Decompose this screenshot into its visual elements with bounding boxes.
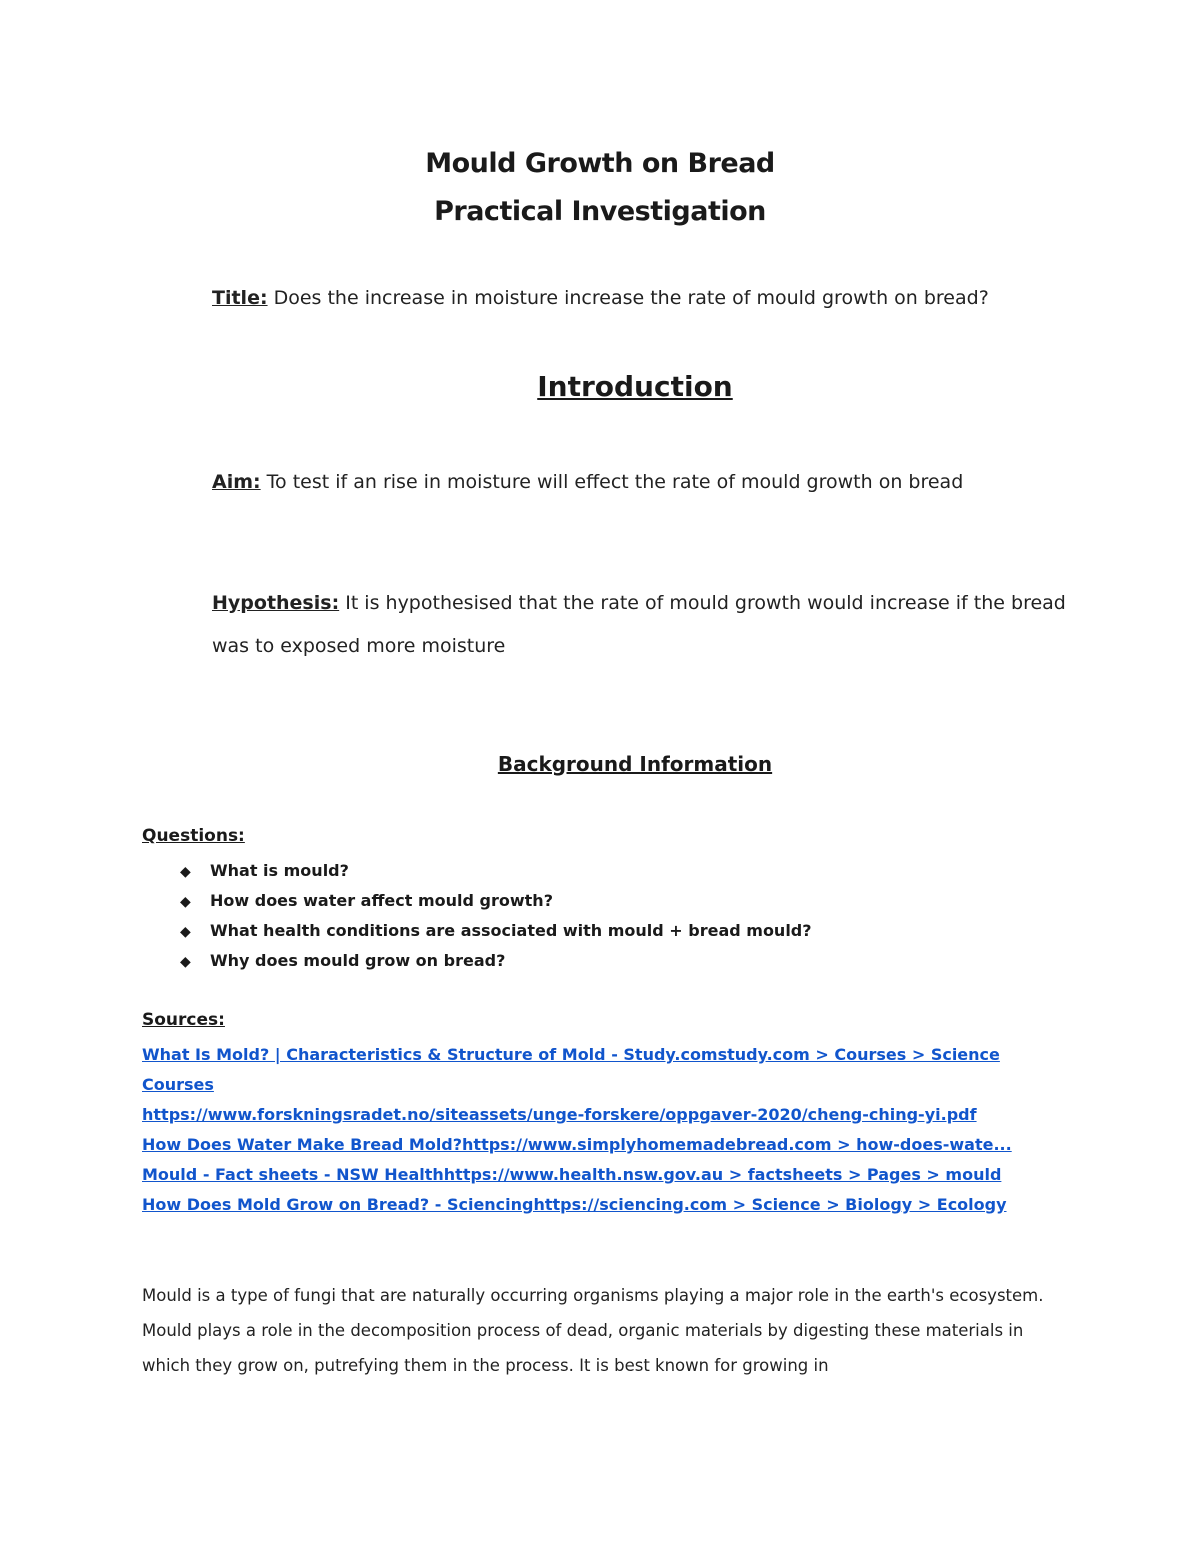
sources-label: Sources:	[142, 1010, 225, 1030]
body-paragraph: Mould is a type of fungi that are naturally occurring organisms playing a major role in the earth's ecosystem. Mould plays a role in the decomposition process of dead, organic materials by digesting these materials in which they grow on, putrefying them in the process. It is best known for growing in	[142, 1286, 1044, 1375]
question-text: How does water affect mould growth?	[210, 891, 553, 910]
aim-label: Aim:	[212, 471, 261, 493]
hypothesis-label: Hypothesis:	[212, 592, 340, 614]
source-link[interactable]: How Does Mold Grow on Bread? - Sciencinghttps://sciencing.com > Science > Biology > Ecology	[142, 1195, 1007, 1214]
list-item	[180, 916, 812, 946]
question-text: What is mould?	[210, 861, 349, 880]
question-text: What health conditions are associated with mould + bread mould?	[210, 921, 812, 940]
hypothesis-field	[212, 582, 1072, 668]
hypothesis-text: It is hypothesised that the rate of mould growth would increase if the bread was to exposed more moisture	[212, 592, 1066, 657]
source-link[interactable]: https://www.forskningsradet.no/siteassets/unge-forskere/oppgaver-2020/cheng-ching-yi.pdf	[142, 1105, 977, 1124]
title-field-label: Title:	[212, 287, 268, 309]
list-item	[180, 856, 812, 886]
sources-list	[142, 1040, 1022, 1220]
list-item	[180, 946, 812, 976]
diamond-bullet-icon: ◆	[180, 954, 191, 970]
source-link[interactable]: Mould - Fact sheets - NSW Healthhttps://www.health.nsw.gov.au > factsheets > Pages > mould	[142, 1165, 1002, 1184]
document-title	[0, 140, 1200, 236]
introduction-heading: Introduction	[537, 370, 733, 403]
diamond-bullet-icon: ◆	[180, 924, 191, 940]
title-field-text: Does the increase in moisture increase the rate of mould growth on bread?	[267, 287, 989, 309]
questions-list	[180, 856, 812, 976]
diamond-bullet-icon: ◆	[180, 894, 191, 910]
title-line-1: Mould Growth on Bread	[425, 148, 775, 179]
source-link[interactable]: How Does Water Make Bread Mold?https://www.simplyhomemadebread.com > how-does-wate...	[142, 1135, 1012, 1154]
source-link[interactable]: What Is Mold? | Characteristics & Structure of Mold - Study.comstudy.com > Courses > Science	[142, 1045, 1000, 1064]
aim-field	[212, 461, 1072, 504]
aim-text: To test if an rise in moisture will effect the rate of mould growth on bread	[260, 471, 964, 493]
background-heading: Background Information	[497, 752, 773, 776]
question-text: Why does mould grow on bread?	[210, 951, 506, 970]
questions-label: Questions:	[142, 826, 245, 846]
source-link[interactable]: Courses	[142, 1075, 214, 1094]
list-item	[180, 886, 812, 916]
title-line-2: Practical Investigation	[434, 196, 766, 227]
title-field	[212, 277, 1072, 320]
diamond-bullet-icon: ◆	[180, 864, 191, 880]
